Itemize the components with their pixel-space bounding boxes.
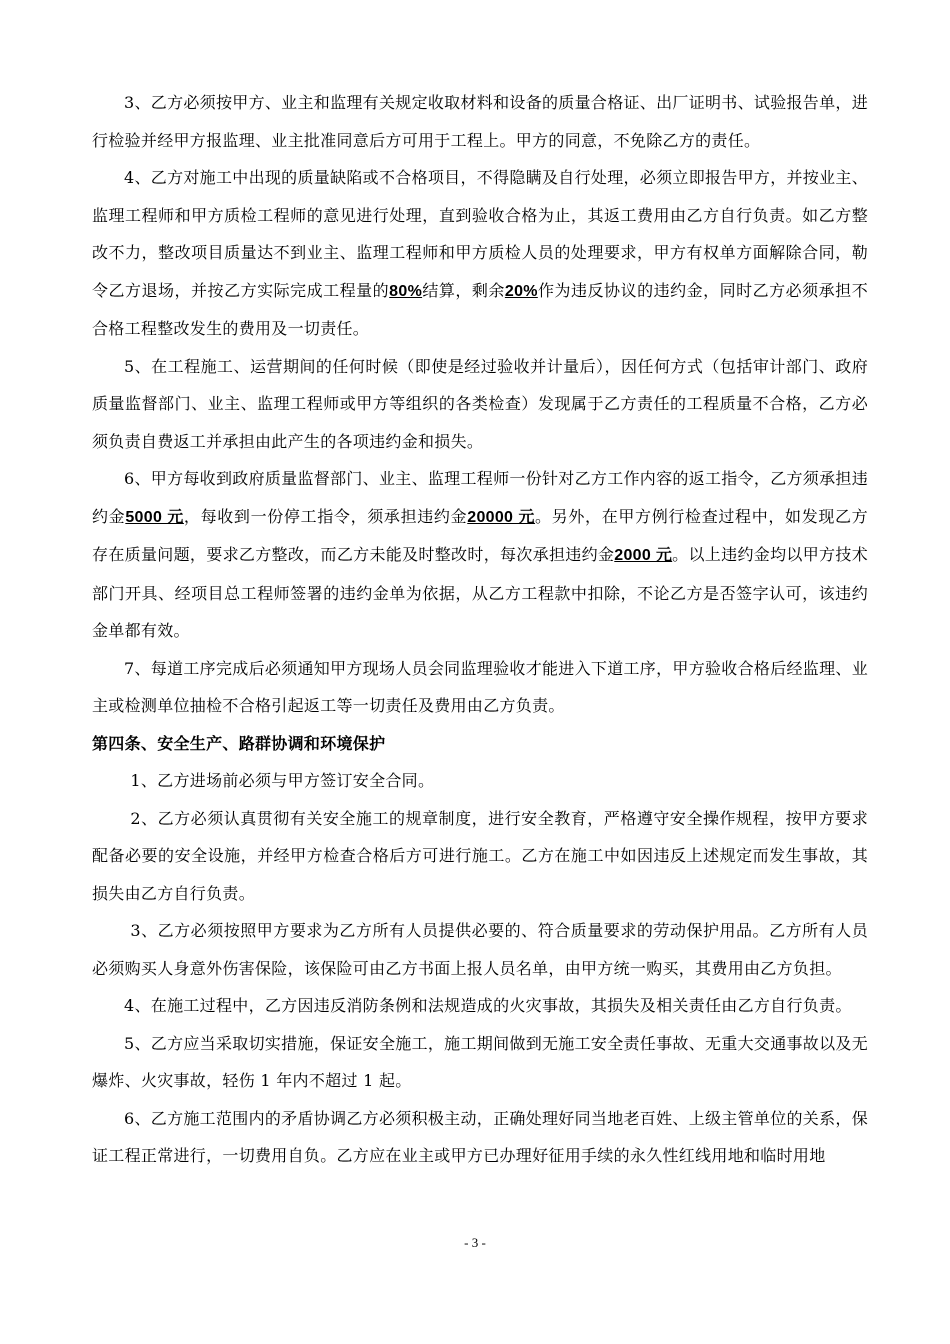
clause4-item1: 1、乙方进场前必须与甲方签订安全合同。 [130, 771, 435, 790]
clause3-item4 [92, 159, 868, 348]
clause4-item5: 5、乙方应当采取切实措施，保证安全施工，施工期间做到无施工安全责任事故、无重大交通事故以及无爆炸、火灾事故，轻伤 1 年内不超过 1 起。 [92, 1033, 868, 1090]
clause4-item6: 6、乙方施工范围内的矛盾协调乙方必须积极主动，正确处理好同当地老百姓、上级主管单位的关系，保证工程正常进行，一切费用自负。乙方应在业主或甲方已办理好征用手续的永久性红线用地和临时用地 [92, 1108, 868, 1165]
item4-text-b: 结算，剩余 [422, 280, 505, 300]
page-number: - 3 - [464, 1235, 486, 1250]
clause4-item4: 4、在施工过程中，乙方因违反消防条例和法规造成的火灾事故，其损失及相关责任由乙方自行负责。 [124, 996, 852, 1015]
clause4-item2: 2、乙方必须认真贯彻有关安全施工的规章制度，进行安全教育，严格遵守安全操作规程，按甲方要求配备必要的安全设施，并经甲方检查合格后方可进行施工。乙方在施工中如因违反上述规定而发生事故，其损失由乙方自行负责。 [92, 808, 868, 903]
item4-text-a: 4、乙方对施工中出现的质量缺陷或不合格项目，不得隐瞒及自行处理，必须立即报告甲方，并按业主、监理工程师和甲方质检工程师的意见进行处理，直到验收合格为止，其返工费用由乙方自行负责。如乙方整改不力，整改项目质量达不到业主、监理工程师和甲方质检人员的处理要求，甲方有权单方面解除合同，勒令乙方退场，并按乙方实际完成工程量的 [92, 168, 868, 300]
penalty-percentage: 20% [504, 282, 538, 300]
rework-penalty-amount: 5000 元 [125, 508, 184, 526]
clause3-item3: 3、乙方必须按甲方、业主和监理有关规定收取材料和设备的质量合格证、出厂证明书、试验报告单，进行检验并经甲方报监理、业主批准同意后方可用于工程上。甲方的同意，不免除乙方的责任。 [92, 93, 868, 150]
item6-text-c: 。另外，在甲方例行检查过程中，如发现乙方存在质量问题，要求乙方整改，而乙方未能及时整改时，每次承担违约金 [92, 506, 868, 564]
item6-text-a: 6、甲方每收到政府质量监督部门、业主、监理工程师一份针对乙方工作内容的返工指令，乙方须承担违约金 [92, 469, 868, 526]
clause4-item3: 3、乙方必须按照甲方要求为乙方所有人员提供必要的、符合质量要求的劳动保护用品。乙方所有人员必须购买人身意外伤害保险，该保险可由乙方书面上报人员名单，由甲方统一购买，其费用由乙方负担。 [92, 921, 868, 978]
inspection-penalty-amount: 2000 元 [614, 547, 673, 564]
item6-text-b: ，每收到一份停工指令，须承担违约金 [183, 506, 468, 526]
item6-text-d: 。以上违约金均以甲方技术部门开具、经项目总工程师签署的违约金单为依据，从乙方工程款中扣除，不论乙方是否签字认可，该违约金单都有效。 [92, 545, 869, 640]
clause3-item5: 5、在工程施工、运营期间的任何时候（即使是经过验收并计量后），因任何方式（包括审计部门、政府质量监督部门、业主、监理工程师或甲方等组织的各类检查）发现属于乙方责任的工程质量不合格，乙方必须负责自费返工并承担由此产生的各项违约金和损失。 [92, 356, 868, 451]
stop-work-penalty-amount: 20000 元 [467, 508, 536, 526]
clause3-item7: 7、每道工序完成后必须通知甲方现场人员会同监理验收才能进入下道工序，甲方验收合格后经监理、业主或检测单位抽检不合格引起返工等一切责任及费用由乙方负责。 [92, 658, 868, 715]
clause4-heading: 第四条、安全生产、路群协调和环境保护 [92, 733, 386, 753]
clause3-item6 [92, 460, 868, 650]
document-page [92, 84, 868, 1175]
settlement-percentage: 80% [389, 282, 423, 300]
item4-text-c: 作为违反协议的违约金，同时乙方必须承担不合格工程整改发生的费用及一切责任。 [92, 280, 868, 338]
